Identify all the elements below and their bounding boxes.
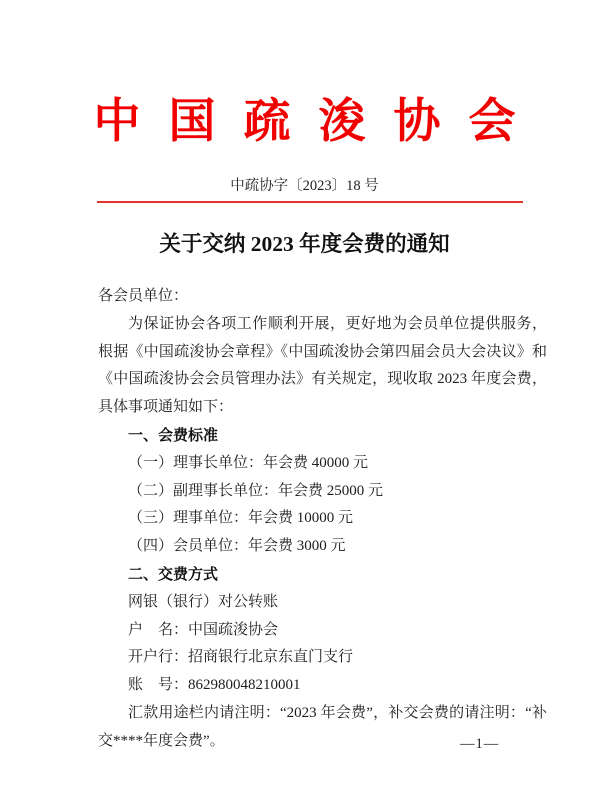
letterhead-org-name: 中国疏浚协会	[93, 96, 544, 148]
payment-bank-branch: 开户行：招商银行北京东直门支行	[128, 649, 354, 666]
notice-body	[98, 283, 547, 756]
payment-account-name: 户 名：中国疏浚协会	[128, 621, 279, 638]
notice-title: 关于交纳 2023 年度会费的通知	[159, 232, 450, 256]
fee-standard-heading: 一、会费标准	[128, 426, 219, 444]
payment-method-line: 网银（银行）对公转账	[128, 593, 279, 610]
salutation: 各会员单位：	[98, 288, 189, 304]
fee-item-director: （三）理事单位：年会费 10000 元	[128, 510, 354, 527]
page-number: —1—	[460, 736, 500, 752]
fee-item-member: （四）会员单位：年会费 3000 元	[128, 538, 346, 555]
payment-account-number: 账 号：862980048210001	[128, 677, 301, 694]
remittance-note: 汇款用途栏内请注明：“2023 年会费”，补交会费的请注明：“补交****年度会费”。	[98, 704, 547, 749]
document-reference-number: 中疏协字〔2023〕18 号	[230, 178, 379, 194]
fee-item-vice-chairman: （二）副理事长单位：年会费 25000 元	[128, 482, 384, 499]
payment-method-heading: 二、交费方式	[128, 565, 219, 583]
intro-paragraph: 为保证协会各项工作顺利开展，更好地为会员单位提供服务，根据《中国疏浚协会章程》《中国疏浚协会第四届会员大会决议》和《中国疏浚协会会员管理办法》有关规定，现收取 2023 年度会费，具体事项通知如下：	[98, 315, 547, 416]
fee-item-chairman: （一）理事长单位：年会费 40000 元	[128, 454, 369, 471]
letterhead-separator-line	[97, 201, 523, 203]
